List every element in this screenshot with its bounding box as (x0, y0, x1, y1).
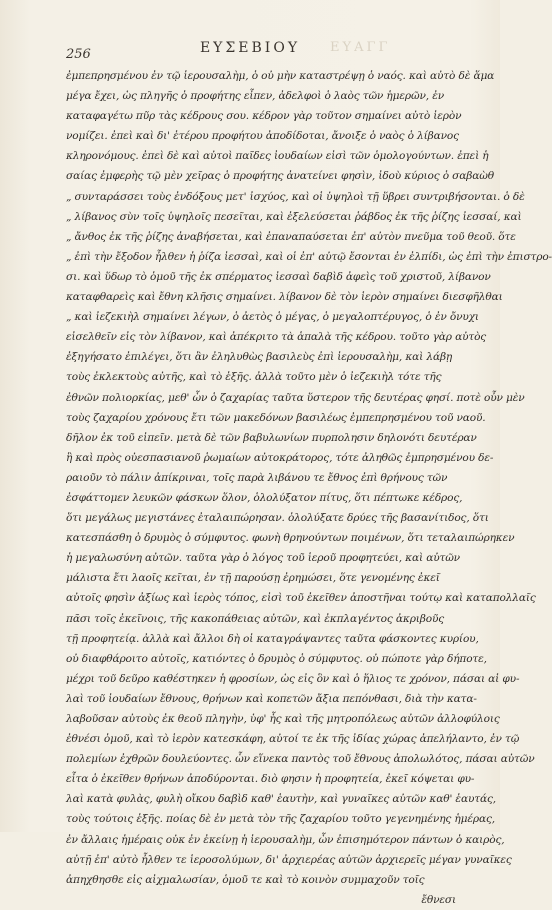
text-line: „ καὶ ἰεζεκιὴλ σημαίνει λέγων, ὁ ἀετὸς ὁ μέγας, ὁ μεγαλοπτέρυγος, ὁ ἐν ὄνυχι (66, 311, 479, 324)
text-line: νομίζει. ἐπεὶ καὶ δι' ἑτέρου προφήτου ἀποδίδοται, ἄνοιξε ὁ ναὸς ὁ λίβανος (66, 130, 459, 143)
running-head: ΕΥΣΕΒΙΟΥ (199, 40, 301, 56)
text-line: ἣ καὶ πρὸς οὐεσπασιανοῦ ῥωμαίων αὐτοκράτορος, τότε ἀληθῶς ἐμπρησμένου δε- (66, 451, 494, 464)
text-line: κληρονόμους. ἐπεὶ δὲ καὶ αὐτοὶ παῖδες ἰουδαίων εἰσὶ τῶν ὁμολογούντων. ἐπεὶ ἡ (66, 150, 489, 163)
text-line: σι. καὶ ὕδωρ τὸ ὁμοῦ τῆς ἐκ σπέρματος ἰεσσαὶ δαβὶδ ἀφεὶς τοῦ χριστοῦ, λίβανον (66, 270, 491, 283)
text-line: λαὶ τοῦ ἰουδαίων ἔθνους, θρήνων καὶ κοπετῶν ἄξια πεπόνθασι, διὰ τὴν κατα- (66, 692, 477, 705)
page-number: 256 (66, 47, 91, 62)
text-line: ἐξηγήσατο ἐπιλέγει, ὅτι ἂν ἐληλυθὼς βασιλεὺς ἐπὶ ἱερουσαλὴμ, καὶ λάβῃ (66, 351, 453, 364)
text-line: μέχρι τοῦ δεῦρο καθέστηκεν ἡ φροσίων, ὡς εἰς ὃν καὶ ὁ ἥλιος τε χρόνον, πάσαι αἱ φυ- (66, 672, 520, 685)
text-line: λαβοῦσαν αὐτοὺς ἐκ θεοῦ πληγὴν, ὑφ' ἧς καὶ τῆς μητροπόλεως αὐτῶν ἀλλοφύλοις (66, 713, 500, 725)
text-line: ἐθνέσι ὁμοῦ, καὶ τὸ ἱερὸν κατεσκάφη, αὐτοί τε ἐκ τῆς ἰδίας χώρας ἀπελήλαντο, ἐν τῷ (66, 733, 520, 746)
text-line: ἐμπεπρησμένου ἐν τῷ ἱερουσαλὴμ, ὁ οὐ μὴν καταστρέψῃ ὁ ναός. καὶ αὐτὸ δὲ ἅμα (66, 70, 495, 82)
text-line: ἡ μεγαλωσύνη αὐτῶν. ταῦτα γὰρ ὁ λόγος τοῦ ἱεροῦ προφητεύει, καὶ αὐτῶν (66, 552, 460, 565)
text-line: „ ἐπὶ τὴν ἔξοδον ἦλθεν ἡ ῥίζα ἰεσσαὶ, καὶ οἱ ἐπ' αὐτῷ ἔσονται ἐν ἐλπίδι, ὡς ἐπὶ τὴν ἐπιστρο- (66, 250, 552, 263)
text-line: πολεμίων ἐχθρῶν δουλεύοντες. ὧν εἵνεκα παντὸς τοῦ ἔθνους ἀπολωλότος, πάσαι αὐτῶν (66, 753, 535, 766)
text-line: ἐσφάττομεν λευκῶν φάσκων ὅλον, ὁλολύξατον πίτυς, ὅτι πέπτωκε κέδρος, (66, 491, 463, 504)
show-through-text: ΕΥΑΓΓ (330, 40, 391, 55)
text-line: πᾶσι τοῖς ἐκεῖνοις, τῆς κακοπάθειας αὐτῶν, καὶ ἐκπλαγέντος ἀκριβοῦς (66, 612, 445, 625)
text-line: κατεσπάσθη ὁ δρυμὸς ὁ σύμφυτος. φωνὴ θρηνούντων ποιμένων, ὅτι τεταλαιπώρηκεν (66, 532, 515, 545)
text-line: λαὶ κατὰ φυλὰς, φυλὴ οἴκου δαβὶδ καθ' ἑαυτὴν, καὶ γυναῖκες αὐτῶν καθ' ἑαυτάς, (66, 793, 496, 806)
text-line: ἀπηχθησθε εἰς αἰχμαλωσίαν, ὁμοῦ τε καὶ τὸ κοινὸν συμμαχοῦν τοῖς (66, 873, 425, 886)
text-line: τοὺς ἐκλεκτοὺς αὐτῆς, καὶ τὸ ἑξῆς. ἀλλὰ τοῦτο μὲν ὁ ἰεζεκιὴλ τότε τῆς (66, 371, 442, 384)
text-line: „ συνταράσσει τοὺς ἐνδόξους μετ' ἰσχύος, καὶ οἱ ὑψηλοὶ τῇ ὕβρει συντριβήσονται. ὁ δὲ (66, 190, 525, 203)
text-line: „ ἄνθος ἐκ τῆς ῥίζης ἀναβήσεται, καὶ ἐπαναπαύσεται ἐπ' αὐτὸν πνεῦμα τοῦ θεοῦ. ὅτε (66, 230, 516, 243)
text-line: καταφαγέτω πῦρ τὰς κέδρους σου. κέδρον γὰρ τοῦτον σημαίνει αὐτὸ ἱερὸν (66, 110, 462, 123)
text-line: „ λίβανος σὺν τοῖς ὑψηλοῖς πεσεῖται, καὶ ἐξελεύσεται ῥάβδος ἐκ τῆς ῥίζης ἰεσσαί, καὶ (66, 210, 522, 223)
text-line: τοὺς ζαχαρίου χρόνους ἔτι τῶν μακεδόνων βασιλέως ἐμπεπρησμένου τοῦ ναοῦ. (66, 411, 486, 424)
text-line: σαίας ἐμφερὴς τῷ μὲν χεῖρας ὁ προφήτης ἀνατείνει φησὶν, ἰδοὺ κύριος ὁ σαβαὼθ (66, 170, 494, 183)
text-line: αὐτῇ ἐπ' αὐτὸ ἦλθεν τε ἱεροσολύμων, δι' ἀρχιερέας αὐτῶν ἀρχιερεῖς μέγαν γυναῖκες (66, 853, 512, 866)
text-line: μάλιστα ἔτι λαοῖς κεῖται, ἐν τῇ παρούσῃ ἐρημώσει, ὅτε γενομένης ἐκεῖ (66, 572, 440, 585)
text-line: οὐ διαφθάροιτο αὐτοῖς, κατιόντες ὁ δρυμὸς ὁ σύμφυτος. οὐ πώποτε γὰρ δήποτε, (66, 652, 487, 665)
text-line: ἐν ἄλλαις ἡμέραις οὐκ ἐν ἐκείνῃ ἡ ἱερουσαλὴμ, ὧν ἐπισημότερον πάντων ὁ καιρὸς, (66, 833, 505, 846)
text-line: μέγα ἔχει, ὡς πληγῆς ὁ προφήτης εἶπεν, ἀδελφοὶ ὁ λαὸς τῶν ἡμερῶν, ἐν (66, 90, 445, 103)
text-line: δῆλον ἐκ τοῦ εἰπεῖν. μετὰ δὲ τῶν βαβυλωνίων πυρπολησιν δηλονότι δευτέραν (66, 431, 477, 444)
text-line: εἶτα ὁ ἐκεῖθεν θρήνων ἀποδύρονται. διὸ φησιν ἡ προφητεία, ἐκεῖ κόψεται φυ- (66, 773, 475, 786)
text-line: εἰσελθεῖν εἰς τὸν λίβανον, καὶ ἀπέκριτο τὰ ἁπαλὰ τῆς κέδρου. τοῦτο γὰρ αὐτὸς (66, 331, 487, 344)
text-line: καταφθαρεὶς καὶ ἔθνη κλῆσις σημαίνει. λίβανον δὲ τὸν ἱερὸν σημαίνει διεσφῆλθαι (66, 291, 503, 304)
body-text (66, 66, 552, 910)
text-line: ἔθνεσι (421, 893, 456, 906)
text-line: ραιοῦν τὸ πάλιν ἀπίκριναι, τοῖς παρὰ λιβάνου τε ἔθνος ἐπὶ θρήνους τῶν (66, 471, 448, 484)
text-line: τῇ προφητείᾳ. ἀλλὰ καὶ ἄλλοι δὴ οἱ καταγράψαντες ταῦτα φάσκοντες κυρίου, (66, 632, 479, 645)
text-line: τοὺς τούτοις ἑξῆς. ποίας δὲ ἐν μετὰ τὸν τῆς ζαχαρίου τοῦτο γεγενημένης ἡμέρας, (66, 813, 495, 826)
text-line: ἐθνῶν πολιορκίας, μεθ' ὧν ὁ ζαχαρίας ταῦτα ὕστερον τῆς δευτέρας φησί. ποτὲ οὖν μὲν (66, 391, 525, 404)
text-line: ὅτι μεγάλως μεγιστάνες ἐταλαιπώρησαν. ὁλολύξατε δρύες τῆς βασανίτιδος, ὅτι (66, 512, 489, 525)
text-line: αὐτοῖς φησὶν ἀξίως καὶ ἱερὸς τόπος, εἰσὶ τοῦ ἐκεῖθεν ἀποστῆναι τούτῳ καὶ καταπολλαῖς (66, 592, 536, 605)
